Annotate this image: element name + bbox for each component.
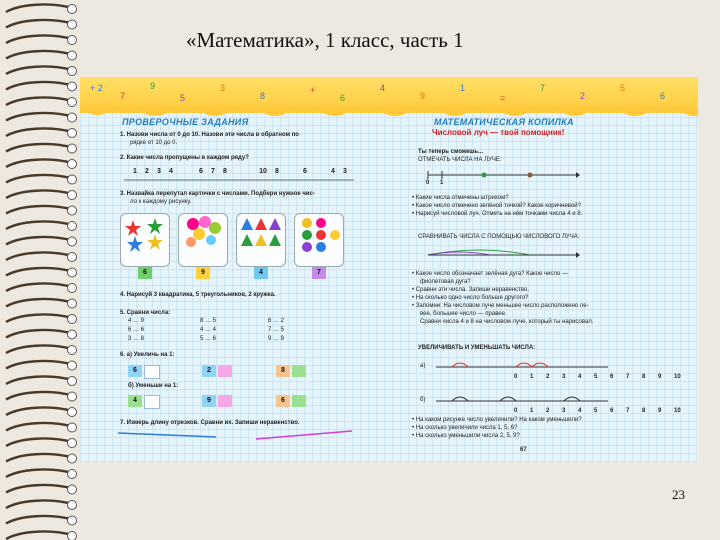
spiral-ring <box>6 315 72 322</box>
spiral-ring <box>6 82 72 89</box>
slide-page-number: 23 <box>672 487 685 502</box>
blank-box[interactable] <box>218 395 232 407</box>
task-1-cont: рядке от 10 до 0. <box>130 140 178 146</box>
triangles-icon <box>237 214 285 254</box>
right-page-heading: МАТЕМАТИЧЕСКАЯ КОПИЛКА <box>434 117 574 127</box>
svg-text:9: 9 <box>420 91 426 101</box>
binding-hole <box>68 284 77 293</box>
svg-text:9: 9 <box>150 81 156 91</box>
section-increase-decrease: УВЕЛИЧИВАТЬ И УМЕНЬШАТЬ ЧИСЛА: <box>418 345 536 351</box>
spiral-ring <box>6 51 72 58</box>
spiral-ring <box>6 5 72 12</box>
task-1: 1. Назови числа от 0 до 10. Назови эти числа в обратном по <box>120 132 299 138</box>
s1-item-text: Какое число отмечено зелёной точкой? Какое коричневой? <box>415 203 581 209</box>
spiral-ring <box>6 485 72 492</box>
blank-box[interactable] <box>218 365 232 377</box>
binding-hole <box>68 532 77 540</box>
ray-label: 1 <box>440 180 444 186</box>
svg-text:1: 1 <box>460 83 466 93</box>
s2-item: • Сравни эти числа. Запиши неравенство. <box>412 287 530 293</box>
number-line-label: 5 <box>594 374 598 380</box>
s2-item-text: Какое число обозначает зелёная дуга? Какое число — <box>415 271 569 277</box>
compare-cell: 4 … 4 <box>200 327 217 333</box>
number-line-label: 7 <box>626 408 630 414</box>
spiral-ring <box>6 377 72 384</box>
spiral-ring <box>6 36 72 43</box>
task-6b: б) Уменьши на 1: <box>128 383 179 389</box>
right-page-subheading: Числовой луч — твой помощник! <box>432 128 565 137</box>
compare-cell: 8 … 5 <box>200 318 217 324</box>
picture-card-triangles <box>236 213 286 267</box>
s1-item: • Какое число отмечено зелёной точкой? Какое коричневой? <box>412 203 581 209</box>
row2-cell: 7 <box>211 168 215 175</box>
binding-hole <box>68 299 77 308</box>
spiral-ring <box>6 206 72 213</box>
spiral-ring <box>6 20 72 27</box>
segments-drawing <box>116 427 356 445</box>
blank-box[interactable] <box>292 365 306 377</box>
row2-cell: 6 <box>199 168 203 175</box>
compare-ray <box>420 243 580 265</box>
spiral-ring <box>6 439 72 446</box>
compare-cell: 6 … 2 <box>268 318 285 324</box>
binding-hole <box>68 144 77 153</box>
binding-hole <box>68 516 77 525</box>
section-compare: СРАВНИВАТЬ ЧИСЛА С ПОМОЩЬЮ ЧИСЛОВОГО ЛУЧА: <box>418 234 580 240</box>
binding-hole <box>68 485 77 494</box>
decrease-box: 6 <box>276 395 290 407</box>
spiral-ring <box>6 98 72 105</box>
row-underline <box>124 179 354 181</box>
spiral-ring <box>6 470 72 477</box>
binding-hole <box>68 268 77 277</box>
spiral-ring <box>6 501 72 508</box>
binding-hole <box>68 408 77 417</box>
s2-item-text: Сравни эти числа. Запиши неравенство. <box>415 287 530 293</box>
number-line-label: 0 <box>514 408 518 414</box>
decrease-box: 4 <box>128 395 142 407</box>
binding-hole <box>68 175 77 184</box>
s1-item-text: Нарисуй числовой луч. Отметь на нём точками числа 4 и 8. <box>415 211 583 217</box>
binding-hole <box>68 129 77 138</box>
number-line-label: 5 <box>594 408 598 414</box>
number-line-label: 6 <box>610 408 614 414</box>
s3-item-text: На сколько уменьшили числа 2, 5, 9? <box>415 433 520 439</box>
spiral-ring <box>6 454 72 461</box>
row3-cell: 10 <box>259 168 267 175</box>
spiral-ring <box>6 129 72 136</box>
number-line-label: 4 <box>578 408 582 414</box>
spiral-ring <box>6 423 72 430</box>
s2-item-cont: вее, большее число — правее. <box>420 311 507 317</box>
binding-hole <box>68 113 77 122</box>
s2-item: • На сколько одно число больше другого? <box>412 295 529 301</box>
binding-hole <box>68 346 77 355</box>
spiral-ring <box>6 67 72 74</box>
spiral-ring <box>6 284 72 291</box>
number-line-label: 8 <box>642 408 646 414</box>
spiral-ring <box>6 532 72 539</box>
svg-text:=: = <box>500 93 506 103</box>
number-line-label: 1 <box>530 408 534 414</box>
number-line-label: 2 <box>546 408 550 414</box>
svg-text:6: 6 <box>340 93 346 103</box>
row1-cell: 3 <box>157 168 161 175</box>
binding-hole <box>68 237 77 246</box>
binding-hole <box>68 5 77 14</box>
row1-cell: 2 <box>145 168 149 175</box>
left-page-heading: ПРОВЕРОЧНЫЕ ЗАДАНИЯ <box>122 117 249 127</box>
number-line-label: 6 <box>610 374 614 380</box>
row3-cell: 4 <box>331 168 335 175</box>
card-number: 7 <box>312 267 326 279</box>
s3-item-text: На сколько увеличили числа 1, 5, 6? <box>415 425 518 431</box>
stars-icon <box>121 214 169 254</box>
binding-hole <box>68 330 77 339</box>
binding-hole <box>68 98 77 107</box>
s2-item-text: Запомни: На числовом луче меньшее число расположено ле- <box>415 303 589 309</box>
circles-icon <box>295 214 343 254</box>
binding-hole <box>68 501 77 510</box>
binding-hole <box>68 206 77 215</box>
number-line-label: 9 <box>658 408 662 414</box>
number-line-label: 9 <box>658 374 662 380</box>
row2-cell: 8 <box>223 168 227 175</box>
blank-box[interactable] <box>144 395 160 409</box>
number-line-label: 3 <box>562 408 566 414</box>
binding-hole <box>68 160 77 169</box>
spiral-binding <box>0 0 80 540</box>
s2-item: • Запомни: На числовом луче меньшее число расположено ле- <box>412 303 589 309</box>
line-b-label: б) <box>420 397 426 403</box>
compare-cell: 3 … 8 <box>128 336 145 342</box>
spiral-ring <box>6 191 72 198</box>
svg-text:+: + <box>310 85 316 95</box>
blank-box[interactable] <box>144 365 160 379</box>
number-line-label: 0 <box>514 374 518 380</box>
compare-cell: 7 … 5 <box>268 327 285 333</box>
spiral-ring <box>6 392 72 399</box>
book-page-number: 67 <box>520 447 527 453</box>
task-6a: 6. а) Увеличь на 1: <box>120 352 175 358</box>
section-mark-numbers: ОТМЕЧАТЬ ЧИСЛА НА ЛУЧЕ: <box>418 157 502 163</box>
s1-item-text: Какие числа отмечены штрихом? <box>415 195 509 201</box>
binding-hole <box>68 361 77 370</box>
spiral-ring <box>6 175 72 182</box>
binding-hole <box>68 470 77 479</box>
task-3: 3. Назвайка перепутал карточки с числами. Подбери нужное чис- <box>120 191 315 197</box>
row3-cell: 3 <box>343 168 347 175</box>
row1-cell: 1 <box>133 168 137 175</box>
number-line-label: 10 <box>674 408 681 414</box>
textbook-spread <box>80 77 698 462</box>
binding-hole <box>68 315 77 324</box>
svg-text:2: 2 <box>580 91 586 101</box>
s3-item: • На каком рисунке число увеличили? На каком уменьшили? <box>412 417 582 423</box>
svg-text:6: 6 <box>660 91 666 101</box>
increase-box: 6 <box>128 365 142 377</box>
compare-cell: 4 … 9 <box>128 318 145 324</box>
s3-item-text: На каком рисунке число увеличили? На каком уменьшили? <box>415 417 582 423</box>
binding-hole <box>68 67 77 76</box>
number-line-label: 1 <box>530 374 534 380</box>
binding-hole <box>68 253 77 262</box>
row3-cell: 8 <box>275 168 279 175</box>
svg-text:3: 3 <box>220 83 226 93</box>
task-3-cont: ло к каждому рисунку. <box>130 199 192 205</box>
s3-item: • На сколько увеличили числа 1, 5, 6? <box>412 425 518 431</box>
svg-text:8: 8 <box>260 91 266 101</box>
spiral-ring <box>6 237 72 244</box>
number-ray <box>420 167 580 189</box>
compare-cell: 5 … 6 <box>200 336 217 342</box>
card-number: 6 <box>138 267 152 279</box>
row3-cell: 6 <box>303 168 307 175</box>
binding-hole <box>68 82 77 91</box>
binding-hole <box>68 439 77 448</box>
line-a-label: а) <box>420 363 426 369</box>
number-line-label: 7 <box>626 374 630 380</box>
number-line-b <box>432 391 612 407</box>
spiral-ring <box>6 361 72 368</box>
ray-label: 0 <box>426 180 430 186</box>
slide-title: «Математика», 1 класс, часть 1 <box>186 28 464 52</box>
row1-cell: 4 <box>169 168 173 175</box>
spiral-ring <box>6 299 72 306</box>
svg-text:7: 7 <box>540 83 546 93</box>
spiral-ring <box>6 268 72 275</box>
svg-text:+ 2: + 2 <box>90 83 103 93</box>
svg-text:5: 5 <box>180 93 186 103</box>
task-7: 7. Измерь длину отрезков. Сравни их. Запиши неравенство. <box>120 420 300 426</box>
increase-box: 8 <box>276 365 290 377</box>
compare-cell: 6 … 6 <box>128 327 145 333</box>
s2-item-text: На сколько одно число больше другого? <box>415 295 529 301</box>
picture-card-balloons <box>178 213 228 267</box>
spiral-ring <box>6 408 72 415</box>
card-number: 9 <box>196 267 210 279</box>
svg-text:7: 7 <box>120 91 126 101</box>
binding-hole <box>68 377 77 386</box>
s2-item: • Какое число обозначает зелёная дуга? Какое число — <box>412 271 569 277</box>
spiral-ring <box>6 160 72 167</box>
task-5: 5. Сравни числа: <box>120 310 171 316</box>
number-line-label: 3 <box>562 374 566 380</box>
spiral-ring <box>6 144 72 151</box>
spiral-ring <box>6 516 72 523</box>
s3-item: • На сколько уменьшили числа 2, 5, 9? <box>412 433 520 439</box>
number-line-a <box>432 357 612 373</box>
spiral-ring <box>6 346 72 353</box>
spiral-ring <box>6 330 72 337</box>
task-4: 4. Нарисуй 3 квадратика, 5 треугольников, 2 кружка. <box>120 292 276 298</box>
banner-doodles <box>80 79 698 105</box>
number-line-label: 8 <box>642 374 646 380</box>
spiral-ring <box>6 222 72 229</box>
increase-box: 2 <box>202 365 216 377</box>
decrease-box: 9 <box>202 395 216 407</box>
binding-hole <box>68 51 77 60</box>
binding-hole <box>68 392 77 401</box>
picture-card-circles <box>294 213 344 267</box>
compare-cell: 9 … 9 <box>268 336 285 342</box>
binding-hole <box>68 423 77 432</box>
s1-item: • Нарисуй числовой луч. Отметь на нём точками числа 4 и 8. <box>412 211 583 217</box>
spiral-ring <box>6 113 72 120</box>
binding-hole <box>68 36 77 45</box>
binding-hole <box>68 222 77 231</box>
balloons-icon <box>179 214 227 254</box>
spiral-ring <box>6 253 72 260</box>
blank-box[interactable] <box>292 395 306 407</box>
s2-item-cont: Сравни числа 4 и 8 на числовом луче, который ты нарисовал. <box>420 319 594 325</box>
number-line-label: 2 <box>546 374 550 380</box>
number-line-label: 4 <box>578 374 582 380</box>
binding-hole <box>68 20 77 29</box>
binding-hole <box>68 191 77 200</box>
card-number: 4 <box>254 267 268 279</box>
picture-card-stars <box>120 213 170 267</box>
s2-item-cont: фиолетовая дуга? <box>420 279 471 285</box>
task-2: 2. Какие числа пропущены в каждом ряду? <box>120 155 249 161</box>
binding-hole <box>68 454 77 463</box>
svg-text:4: 4 <box>380 83 386 93</box>
number-line-label: 10 <box>674 374 681 380</box>
svg-text:5: 5 <box>620 83 626 93</box>
s1-item: • Какие числа отмечены штрихом? <box>412 195 509 201</box>
skills-title: Ты теперь сможешь... <box>418 149 484 155</box>
